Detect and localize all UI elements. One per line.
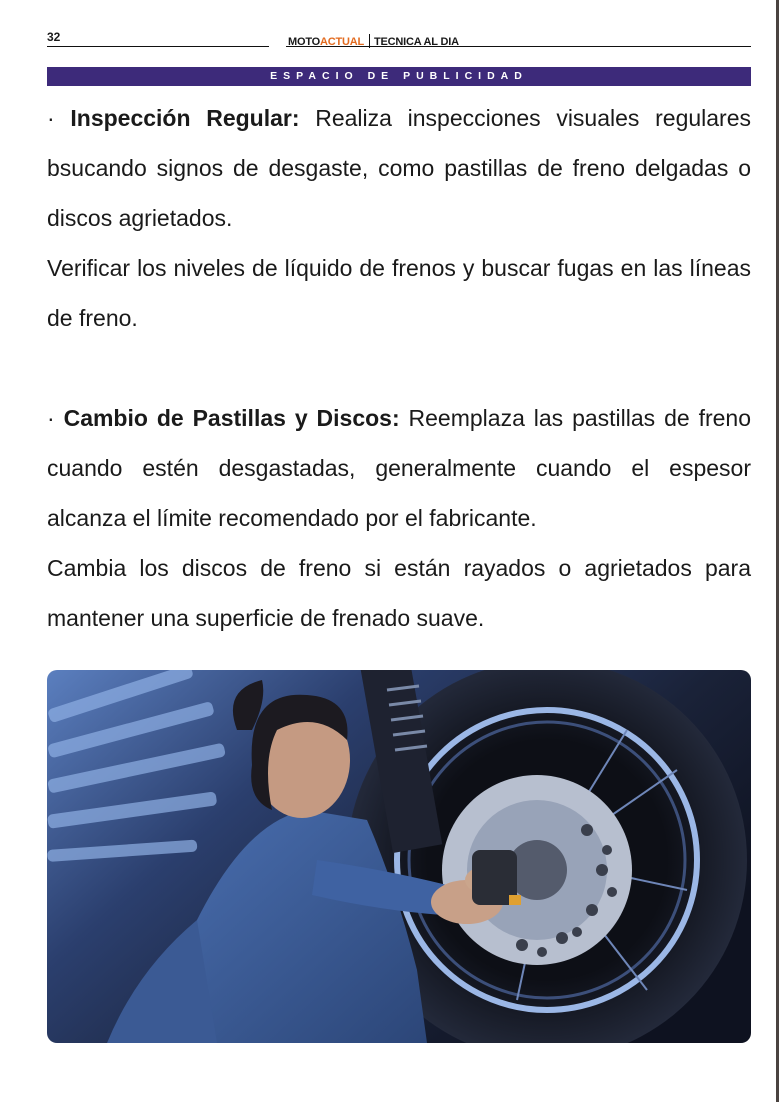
header-separator	[369, 34, 370, 48]
article-body	[47, 93, 751, 643]
replacement-extra-text: Cambia los discos de freno si están rayados o agrietados para mantener una superficie de frenado suave.	[47, 555, 751, 631]
ad-banner: ESPACIO DE PUBLICIDAD	[47, 67, 751, 86]
replacement-text: Reemplaza las pastillas de freno cuando estén desgastadas, generalmente cuando el espesor alcanza el límite recomendado por el fabricante.	[47, 405, 752, 531]
section-name: TECNICA AL DIA	[374, 36, 459, 48]
inspection-heading: Inspección Regular:	[70, 105, 300, 131]
inspection-extra-text: Verificar los niveles de líquido de frenos y buscar fugas en las líneas de freno.	[47, 255, 751, 331]
header-rule-left	[47, 46, 269, 47]
replacement-heading: Cambio de Pastillas y Discos:	[63, 405, 400, 431]
inspection-paragraph: · Inspección Regular: Realiza inspecciones visuales regulares bsucando signos de desgaste, como pastillas de freno delgadas o discos agrietados.	[47, 105, 752, 231]
inspection-extra-paragraph	[47, 243, 751, 343]
magazine-header	[288, 34, 459, 48]
brand-actual: ACTUAL	[320, 36, 365, 48]
replacement-extra-paragraph	[47, 543, 751, 643]
brand-moto: MOTO	[288, 36, 320, 48]
page-number: 32	[47, 30, 61, 44]
replacement-paragraph: · Cambio de Pastillas y Discos: Reemplaza las pastillas de freno cuando estén desgastadas, generalmente cuando el espesor alcanza el límite recomendado por el fabricante.	[47, 405, 752, 531]
inspection-text: Realiza inspecciones visuales regulares bsucando signos de desgaste, como pastillas de freno delgadas o discos agrietados.	[47, 105, 752, 231]
mechanic-brake-photo	[47, 670, 751, 1043]
